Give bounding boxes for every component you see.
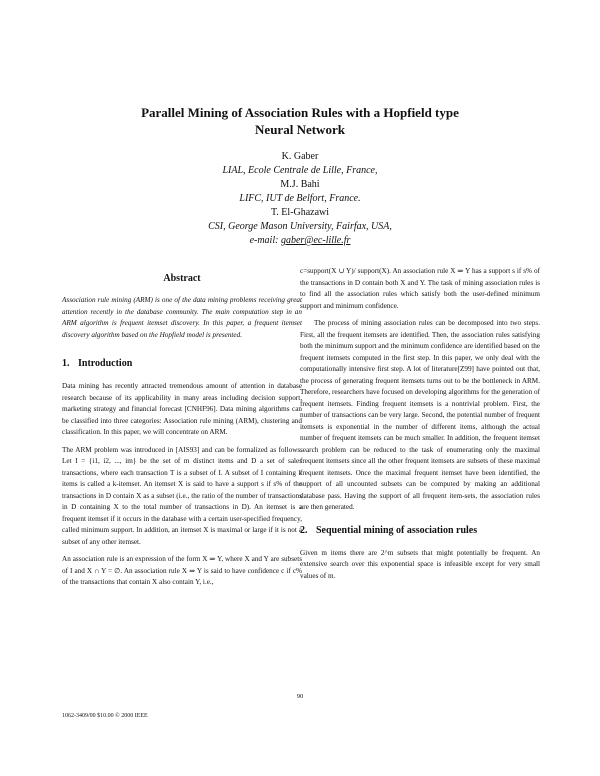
author-block [100,150,500,248]
page-number: 90 [296,693,304,700]
paragraph: Given m items there are 2^m subsets that might potentially be frequent. An extensive search over this exponential space is infeasible except for very small values of m. [300,548,540,580]
section-title: Introduction [78,358,133,369]
section-number: 2. [300,524,308,536]
section-heading-introduction [62,357,302,371]
title-line-2: Neural Network [255,122,345,137]
author-name: K. Gaber [281,151,319,162]
paragraph: c=support(X ∪ Y)/ support(X). An association rule X ⇒ Y has a support s if s% of the transactions in D contain both X and Y. The task of mining association rules is to find all the association rules which satisfy both the user-defined minimum support and minimum confidence. [300,267,540,310]
author-name: T. El-Ghazawi [270,207,330,218]
email-line [100,234,500,248]
paragraph: The ARM problem was introduced in [AIS93] and can be formalized as follows. Let I = {i1, i2, ..., im} be the set of m distinct items and D a set of sales transactions, where each transaction T is a subset of I. A subset of I containing k items is called a k-itemset. An itemset X is said to have a support s if s% of the transactions in D contain X as a subset (i.e., the ratio of the number of transactions in D containing X to the total number of transactions in D). An itemset is a frequent itemset if it occurs in the database with a certain user-specified frequency, called minimum support. In addition, an itemset X is maximal or large if it is not a subset of any other itemset. [62,445,302,546]
email-link[interactable]: gaber@ec-lille.fr [280,235,351,246]
author-name: M.J. Bahi [280,179,320,190]
left-column [62,272,302,595]
section-heading-sequential-mining [300,524,540,538]
paper-title [100,104,500,138]
author-affiliation: CSI, George Mason University, Fairfax, USA, [208,221,392,232]
section-number: 1. [62,358,70,369]
right-column [300,266,540,588]
paragraph: The process of mining association rules can be decomposed into two steps. First, all the frequent itemsets are identified. Then, the association rules satisfying both the minimum support and the minimum confidence are identified based on the frequent itemsets computed in the first step. In this paper, we only deal with the computationally intensive first step. A lot of literature[Z99] have pointed out that, the process of generating frequent itemsets turns out to be the bottleneck in ARM. Therefore, researchers have focused on developing algorithms for the generation of frequent itemsets. Finding frequent itemsets is a nontrivial problem. First, the number of transactions can be very large. Second, the potential number of frequent itemsets is exponential in the number of different items, although the actual number of frequent itemsets can be much smaller. In addition, the frequent itemset search problem can be reduced to the task of enumerating only the maximal frequent itemsets since all the other frequent itemsets are subsets of these maximal frequent itemsets. Once the maximal frequent itemset have been identified, the support of all uncounted subsets can be computed by making an additional database pass. Having the support of all frequent item-sets, the association rules are then generated. [300,319,540,511]
abstract-text: Association rule mining (ARM) is one of the data mining problems receiving great attention recently in the database community. The main computation step in an ARM algorithm is frequent itemset discovery. In this paper, a frequent itemset discovery algorithm based on the Hopfield model is presented. [62,296,302,339]
paragraph: Data mining has recently attracted tremendous amount of attention in database research because of its applicability in many areas including decision support, marketing strategy and financial forecast [CNHF96]. Data mining algorithms can be classified into three categories: Association rule mining (ARM), clustering and classification. In this paper, we will concentrate on ARM. [62,382,302,436]
abstract-heading: Abstract [163,273,201,284]
title-line-1: Parallel Mining of Association Rules with a Hopfield type [141,105,459,120]
author-affiliation: LIAL, Ecole Centrale de Lille, France, [222,165,378,176]
author-affiliation: LIFC, IUT de Belfort, France. [239,193,361,204]
section-title: Sequential mining of association rules [316,524,478,536]
paragraph: An association rule is an expression of the form X ⇒ Y, where X and Y are subsets of I and X ∩ Y = ∅. An association rule X ⇒ Y is said to have confidence c if c% of the transactions that contain X also contain Y, i.e., [62,555,302,586]
email-prefix: e-mail: [249,235,279,246]
footer-copyright: 1062-3409/00 $10.00 © 2000 IEEE [62,713,148,719]
